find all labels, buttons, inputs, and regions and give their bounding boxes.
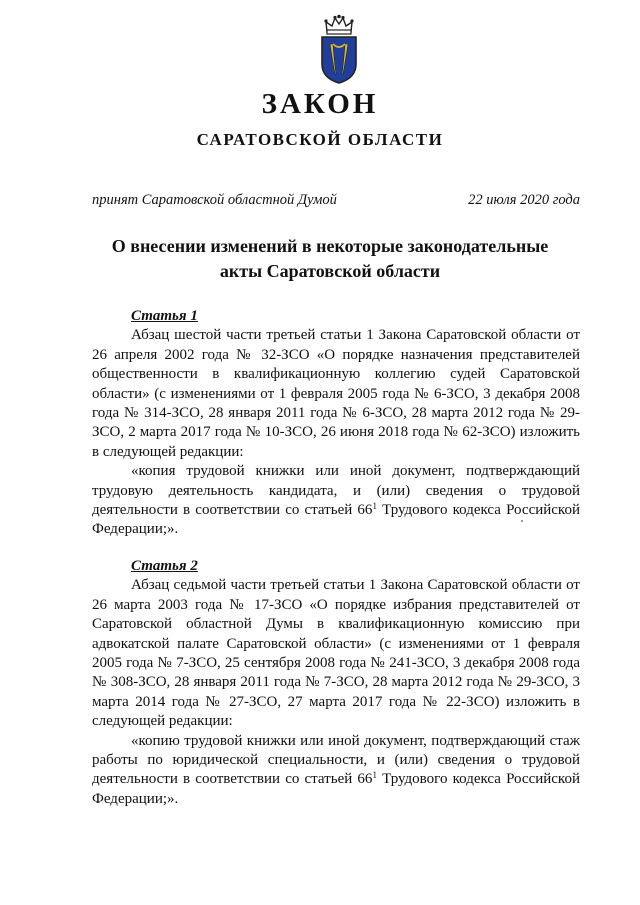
articles-body [92,307,580,809]
quote-tail: Трудового кодекса Российской Федерации;». [92,502,580,538]
article-quote-paragraph [92,462,580,540]
superscript: 1 [372,770,377,781]
document-title [70,234,590,284]
law-title: ЗАКОН [261,88,379,120]
law-region-subtitle: САРАТОВСКОЙ ОБЛАСТИ [196,130,444,149]
article-heading: Статья 2 [131,557,198,574]
adoption-line [92,192,580,209]
adoption-date: 22 июля 2020 года [468,192,580,208]
saratov-coat-of-arms-icon [318,14,360,84]
document-title-line: акты Саратовской области [219,261,441,281]
quote-text: «копия трудовой книжки или иной документ, подтверждающий трудовую деятельность кандидата, и (или) сведения о трудовой деятельности в соответствии со статьей 66 [92,463,580,519]
article-quote-paragraph [92,732,580,810]
article-paragraph: Абзац шестой части третьей статьи 1 Закона Саратовской области от 26 апреля 2002 года № 32-ЗСО «О порядке назначения представителей общественности в квалификационную коллегию судей Саратовской области» (с изменениями от 1 февраля 2005 года № 6-ЗСО, 3 декабря 2008 года № 314-ЗСО, 28 января 2011 года № 6-ЗСО, 28 марта 2012 года № 29-ЗСО, 2 марта 2017 года № 10-ЗСО, 26 июня 2018 года № 62-ЗСО) изложить в следующей редакции: [92,327,580,460]
article-1 [92,307,580,540]
scan-speck [521,520,523,522]
article-heading: Статья 1 [131,308,198,324]
document-title-line: О внесении изменений в некоторые законодательные [111,236,549,256]
adopted-by-text: принят Саратовской областной Думой [92,192,337,208]
article-2 [92,557,580,809]
article-paragraph: Абзац седьмой части третьей статьи 1 Закона Саратовской области от 26 марта 2003 года № 17-ЗСО «О порядке избрания представителей от Саратовской областной Думы в квалификационную комиссию при адвокатской палате Саратовской области» (с изменениями от 1 февраля 2005 года № 7-ЗСО, 25 сентября 2008 года № 241-ЗСО, 3 декабря 2008 года № 308-ЗСО, 28 января 2011 года № 7-ЗСО, 28 марта 2012 года № 29-ЗСО, 3 марта 2014 года № 27-ЗСО, 27 марта 2017 года № 22-ЗСО) изложить в следующей редакции: [92,577,580,730]
superscript: 1 [372,501,377,512]
quote-tail: Трудового кодекса Российской Федерации;». [92,771,580,807]
quote-text: «копию трудовой книжки или иной документ, подтверждающий стаж работы по юридической специальности, и (или) сведения о трудовой деятельности в соответствии со статьей 66 [92,732,580,788]
